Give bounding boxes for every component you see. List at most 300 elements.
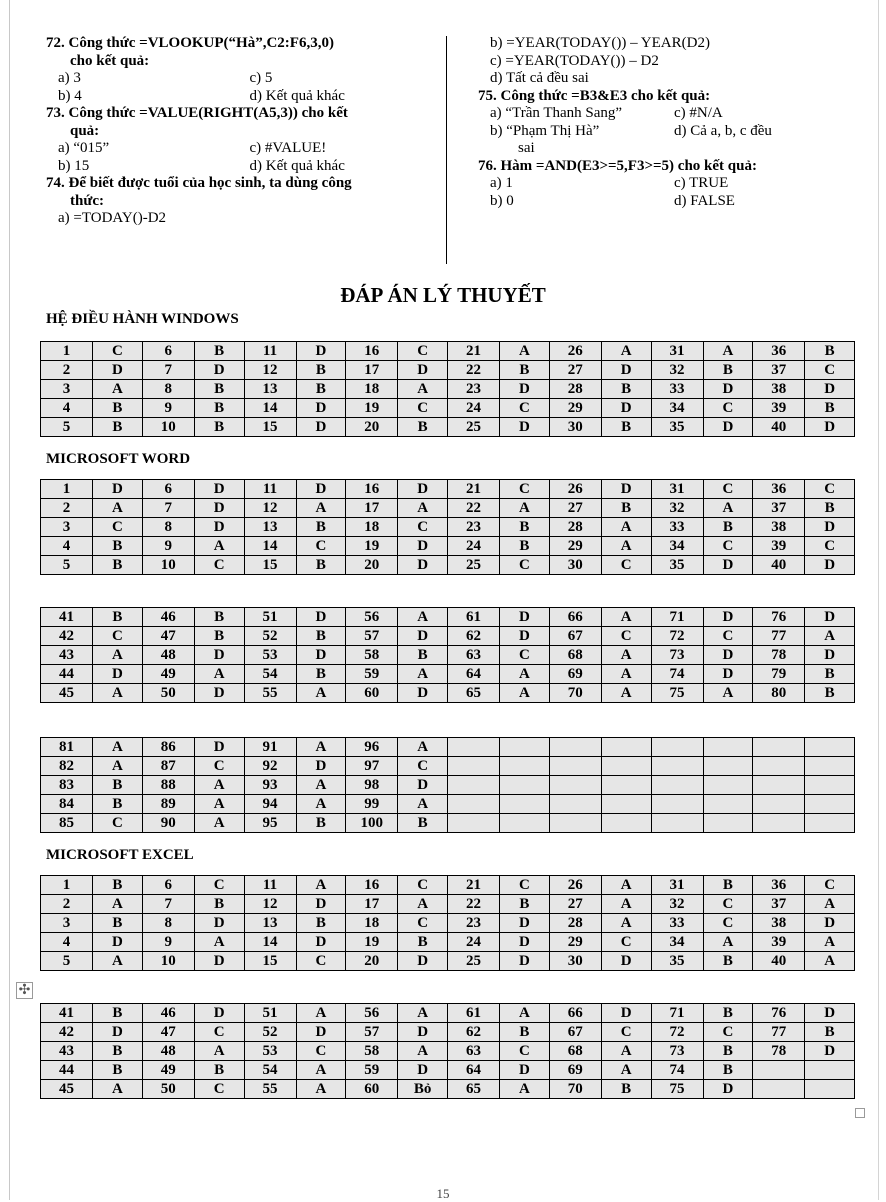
question-number-cell[interactable]: 51 [244, 608, 296, 627]
question-number-cell[interactable] [549, 738, 601, 757]
question-number-cell[interactable]: 20 [346, 418, 398, 437]
answer-cell[interactable]: B [194, 1061, 244, 1080]
answer-cell[interactable]: B [601, 380, 651, 399]
answer-cell[interactable] [703, 738, 753, 757]
question-number-cell[interactable]: 76 [753, 608, 805, 627]
question-number-cell[interactable]: 25 [448, 418, 500, 437]
question-number-cell[interactable]: 49 [142, 665, 194, 684]
answer-cell[interactable]: D [805, 608, 855, 627]
question-number-cell[interactable]: 18 [346, 380, 398, 399]
question-number-cell[interactable]: 11 [244, 342, 296, 361]
answer-cell[interactable]: C [93, 518, 143, 537]
question-number-cell[interactable] [448, 738, 500, 757]
answer-cell[interactable]: A [398, 499, 448, 518]
answer-cell[interactable]: C [93, 342, 143, 361]
question-number-cell[interactable]: 100 [346, 814, 398, 833]
answer-cell[interactable]: B [703, 876, 753, 895]
answer-cell[interactable]: C [296, 1042, 346, 1061]
question-number-cell[interactable]: 9 [142, 933, 194, 952]
answer-cell[interactable]: A [703, 499, 753, 518]
answer-cell[interactable]: A [93, 646, 143, 665]
answer-cell[interactable] [805, 1061, 855, 1080]
question-number-cell[interactable]: 90 [142, 814, 194, 833]
question-number-cell[interactable]: 1 [41, 480, 93, 499]
answer-cell[interactable]: D [398, 1023, 448, 1042]
answer-cell[interactable]: A [805, 627, 855, 646]
answer-cell[interactable]: B [296, 814, 346, 833]
answer-cell[interactable]: D [194, 914, 244, 933]
question-number-cell[interactable] [753, 757, 805, 776]
question-number-cell[interactable]: 82 [41, 757, 93, 776]
answer-cell[interactable]: C [601, 933, 651, 952]
question-number-cell[interactable]: 86 [142, 738, 194, 757]
question-number-cell[interactable]: 43 [41, 646, 93, 665]
question-number-cell[interactable]: 74 [651, 1061, 703, 1080]
question-number-cell[interactable]: 79 [753, 665, 805, 684]
question-number-cell[interactable]: 74 [651, 665, 703, 684]
question-number-cell[interactable]: 59 [346, 665, 398, 684]
answer-cell[interactable]: D [398, 684, 448, 703]
question-number-cell[interactable] [753, 1061, 805, 1080]
answer-cell[interactable]: D [805, 556, 855, 575]
answer-cell[interactable]: C [601, 627, 651, 646]
question-number-cell[interactable]: 33 [651, 518, 703, 537]
answer-cell[interactable]: A [93, 684, 143, 703]
answer-cell[interactable]: B [500, 361, 550, 380]
answer-cell[interactable]: A [703, 933, 753, 952]
answer-cell[interactable]: A [500, 499, 550, 518]
question-number-cell[interactable]: 52 [244, 1023, 296, 1042]
answer-cell[interactable]: B [194, 895, 244, 914]
question-number-cell[interactable] [448, 814, 500, 833]
answer-cell[interactable]: C [296, 952, 346, 971]
question-number-cell[interactable]: 1 [41, 342, 93, 361]
question-number-cell[interactable]: 15 [244, 418, 296, 437]
answer-cell[interactable]: D [703, 665, 753, 684]
question-number-cell[interactable]: 1 [41, 876, 93, 895]
question-number-cell[interactable]: 13 [244, 518, 296, 537]
answer-cell[interactable]: C [398, 518, 448, 537]
question-number-cell[interactable]: 26 [549, 480, 601, 499]
question-number-cell[interactable]: 58 [346, 646, 398, 665]
answer-cell[interactable]: A [601, 342, 651, 361]
answer-cell[interactable]: A [194, 776, 244, 795]
question-number-cell[interactable]: 89 [142, 795, 194, 814]
answer-cell[interactable]: A [296, 1004, 346, 1023]
answer-cell[interactable]: C [500, 556, 550, 575]
question-number-cell[interactable]: 14 [244, 399, 296, 418]
answer-cell[interactable]: C [398, 342, 448, 361]
answer-cell[interactable]: D [296, 1023, 346, 1042]
answer-cell[interactable]: C [194, 556, 244, 575]
answer-cell[interactable] [805, 1080, 855, 1099]
answer-cell[interactable]: D [194, 361, 244, 380]
answer-cell[interactable]: B [296, 627, 346, 646]
question-number-cell[interactable]: 9 [142, 399, 194, 418]
answer-cell[interactable] [500, 757, 550, 776]
answer-cell[interactable]: D [93, 933, 143, 952]
question-number-cell[interactable]: 25 [448, 556, 500, 575]
question-number-cell[interactable]: 28 [549, 914, 601, 933]
question-number-cell[interactable]: 77 [753, 627, 805, 646]
answer-cell[interactable]: D [398, 556, 448, 575]
answer-cell[interactable]: B [296, 914, 346, 933]
question-number-cell[interactable] [753, 814, 805, 833]
answer-cell[interactable]: B [703, 952, 753, 971]
question-number-cell[interactable]: 8 [142, 914, 194, 933]
answer-cell[interactable]: D [703, 608, 753, 627]
question-number-cell[interactable]: 31 [651, 342, 703, 361]
answer-cell[interactable] [500, 814, 550, 833]
answer-cell[interactable]: B [805, 665, 855, 684]
answer-cell[interactable] [703, 814, 753, 833]
question-number-cell[interactable] [651, 757, 703, 776]
answer-cell[interactable]: D [500, 1061, 550, 1080]
answer-cell[interactable]: B [296, 380, 346, 399]
answer-cell[interactable]: C [194, 1080, 244, 1099]
question-number-cell[interactable]: 54 [244, 665, 296, 684]
answer-cell[interactable]: A [398, 795, 448, 814]
answer-cell[interactable]: D [398, 361, 448, 380]
question-number-cell[interactable] [448, 795, 500, 814]
question-number-cell[interactable]: 23 [448, 914, 500, 933]
answer-cell[interactable]: D [601, 361, 651, 380]
answer-cell[interactable]: A [601, 537, 651, 556]
answer-cell[interactable]: A [500, 1004, 550, 1023]
question-number-cell[interactable]: 11 [244, 876, 296, 895]
answer-cell[interactable] [601, 757, 651, 776]
question-number-cell[interactable]: 62 [448, 627, 500, 646]
question-number-cell[interactable]: 33 [651, 380, 703, 399]
answer-cell[interactable]: D [601, 480, 651, 499]
question-number-cell[interactable]: 37 [753, 895, 805, 914]
resize-square-icon[interactable] [855, 1108, 865, 1118]
answer-cell[interactable]: A [398, 1042, 448, 1061]
answer-cell[interactable] [500, 776, 550, 795]
question-number-cell[interactable]: 87 [142, 757, 194, 776]
answer-cell[interactable]: B [93, 537, 143, 556]
answer-cell[interactable]: C [500, 399, 550, 418]
answer-cell[interactable]: C [703, 537, 753, 556]
answer-cell[interactable] [805, 738, 855, 757]
question-number-cell[interactable]: 64 [448, 1061, 500, 1080]
question-number-cell[interactable]: 6 [142, 876, 194, 895]
answer-cell[interactable] [805, 814, 855, 833]
answer-cell[interactable]: A [601, 1061, 651, 1080]
question-number-cell[interactable]: 20 [346, 556, 398, 575]
question-number-cell[interactable]: 8 [142, 380, 194, 399]
question-number-cell[interactable]: 39 [753, 537, 805, 556]
question-number-cell[interactable]: 23 [448, 380, 500, 399]
answer-cell[interactable]: A [500, 684, 550, 703]
question-number-cell[interactable]: 18 [346, 518, 398, 537]
question-number-cell[interactable]: 60 [346, 684, 398, 703]
question-number-cell[interactable]: 16 [346, 876, 398, 895]
question-number-cell[interactable]: 10 [142, 952, 194, 971]
question-number-cell[interactable]: 71 [651, 608, 703, 627]
answer-cell[interactable]: A [296, 876, 346, 895]
answer-cell[interactable]: B [398, 814, 448, 833]
answer-cell[interactable]: B [500, 537, 550, 556]
question-number-cell[interactable]: 44 [41, 665, 93, 684]
answer-cell[interactable]: D [500, 608, 550, 627]
question-number-cell[interactable]: 2 [41, 895, 93, 914]
answer-cell[interactable]: B [296, 518, 346, 537]
question-number-cell[interactable]: 50 [142, 684, 194, 703]
question-number-cell[interactable]: 13 [244, 914, 296, 933]
question-number-cell[interactable]: 27 [549, 499, 601, 518]
question-number-cell[interactable] [753, 1080, 805, 1099]
question-number-cell[interactable]: 36 [753, 480, 805, 499]
answer-cell[interactable]: B [703, 1004, 753, 1023]
answer-cell[interactable]: D [601, 399, 651, 418]
answer-cell[interactable]: A [500, 1080, 550, 1099]
question-number-cell[interactable]: 65 [448, 1080, 500, 1099]
answer-cell[interactable]: B [93, 914, 143, 933]
answer-cell[interactable]: D [805, 518, 855, 537]
answer-cell[interactable]: B [93, 418, 143, 437]
question-number-cell[interactable] [549, 776, 601, 795]
question-number-cell[interactable]: 36 [753, 876, 805, 895]
question-number-cell[interactable]: 41 [41, 608, 93, 627]
question-number-cell[interactable]: 46 [142, 1004, 194, 1023]
question-number-cell[interactable]: 39 [753, 933, 805, 952]
question-number-cell[interactable]: 45 [41, 684, 93, 703]
question-number-cell[interactable]: 33 [651, 914, 703, 933]
answer-cell[interactable]: D [500, 933, 550, 952]
answer-cell[interactable]: C [703, 627, 753, 646]
answer-cell[interactable]: D [601, 952, 651, 971]
question-number-cell[interactable]: 63 [448, 646, 500, 665]
question-number-cell[interactable]: 95 [244, 814, 296, 833]
answer-cell[interactable]: C [601, 556, 651, 575]
answer-cell[interactable]: C [805, 876, 855, 895]
answer-cell[interactable]: C [703, 1023, 753, 1042]
question-number-cell[interactable]: 78 [753, 1042, 805, 1061]
question-number-cell[interactable]: 72 [651, 1023, 703, 1042]
question-number-cell[interactable]: 10 [142, 418, 194, 437]
question-number-cell[interactable]: 38 [753, 380, 805, 399]
answer-cell[interactable]: D [398, 952, 448, 971]
question-number-cell[interactable]: 7 [142, 361, 194, 380]
question-number-cell[interactable]: 12 [244, 499, 296, 518]
question-number-cell[interactable]: 5 [41, 952, 93, 971]
question-number-cell[interactable] [549, 795, 601, 814]
question-number-cell[interactable]: 40 [753, 418, 805, 437]
question-number-cell[interactable] [448, 776, 500, 795]
question-number-cell[interactable]: 68 [549, 646, 601, 665]
answer-cell[interactable]: D [194, 738, 244, 757]
question-number-cell[interactable]: 72 [651, 627, 703, 646]
question-number-cell[interactable]: 83 [41, 776, 93, 795]
question-number-cell[interactable]: 99 [346, 795, 398, 814]
question-number-cell[interactable]: 6 [142, 480, 194, 499]
answer-cell[interactable]: A [601, 608, 651, 627]
question-number-cell[interactable]: 4 [41, 537, 93, 556]
question-number-cell[interactable]: 38 [753, 518, 805, 537]
answer-cell[interactable]: D [805, 380, 855, 399]
question-number-cell[interactable]: 8 [142, 518, 194, 537]
question-number-cell[interactable]: 2 [41, 361, 93, 380]
answer-cell[interactable]: D [194, 499, 244, 518]
answer-cell[interactable]: D [805, 914, 855, 933]
question-number-cell[interactable]: 35 [651, 418, 703, 437]
question-number-cell[interactable]: 53 [244, 646, 296, 665]
question-number-cell[interactable]: 16 [346, 342, 398, 361]
answer-cell[interactable]: A [398, 738, 448, 757]
question-number-cell[interactable]: 25 [448, 952, 500, 971]
question-number-cell[interactable]: 5 [41, 418, 93, 437]
question-number-cell[interactable]: 70 [549, 684, 601, 703]
answer-cell[interactable]: A [93, 757, 143, 776]
answer-cell[interactable]: C [194, 757, 244, 776]
question-number-cell[interactable]: 77 [753, 1023, 805, 1042]
question-number-cell[interactable]: 23 [448, 518, 500, 537]
answer-cell[interactable]: B [703, 1061, 753, 1080]
answer-cell[interactable]: A [194, 933, 244, 952]
answer-cell[interactable]: C [805, 537, 855, 556]
question-number-cell[interactable]: 76 [753, 1004, 805, 1023]
answer-cell[interactable]: A [805, 895, 855, 914]
question-number-cell[interactable]: 62 [448, 1023, 500, 1042]
answer-cell[interactable]: A [194, 1042, 244, 1061]
answer-cell[interactable]: B [93, 776, 143, 795]
answer-cell[interactable]: D [500, 380, 550, 399]
question-number-cell[interactable]: 32 [651, 895, 703, 914]
question-number-cell[interactable]: 31 [651, 876, 703, 895]
answer-cell[interactable]: D [398, 776, 448, 795]
question-number-cell[interactable]: 45 [41, 1080, 93, 1099]
question-number-cell[interactable]: 68 [549, 1042, 601, 1061]
question-number-cell[interactable]: 69 [549, 1061, 601, 1080]
question-number-cell[interactable]: 36 [753, 342, 805, 361]
question-number-cell[interactable]: 24 [448, 933, 500, 952]
answer-cell[interactable]: D [194, 1004, 244, 1023]
answer-cell[interactable] [805, 776, 855, 795]
answer-cell[interactable]: D [93, 480, 143, 499]
answer-cell[interactable]: C [703, 895, 753, 914]
answer-cell[interactable]: B [703, 518, 753, 537]
question-number-cell[interactable]: 21 [448, 876, 500, 895]
answer-cell[interactable]: D [703, 418, 753, 437]
answer-cell[interactable]: D [194, 518, 244, 537]
answer-cell[interactable]: A [296, 776, 346, 795]
question-number-cell[interactable]: 66 [549, 608, 601, 627]
question-number-cell[interactable]: 5 [41, 556, 93, 575]
answer-cell[interactable]: C [500, 876, 550, 895]
answer-cell[interactable]: C [805, 361, 855, 380]
answer-cell[interactable]: D [805, 1042, 855, 1061]
question-number-cell[interactable]: 66 [549, 1004, 601, 1023]
question-number-cell[interactable]: 70 [549, 1080, 601, 1099]
question-number-cell[interactable]: 29 [549, 537, 601, 556]
question-number-cell[interactable]: 63 [448, 1042, 500, 1061]
question-number-cell[interactable] [651, 795, 703, 814]
question-number-cell[interactable]: 67 [549, 627, 601, 646]
answer-cell[interactable]: A [601, 1042, 651, 1061]
question-number-cell[interactable]: 57 [346, 1023, 398, 1042]
answer-cell[interactable]: B [194, 399, 244, 418]
answer-cell[interactable]: A [805, 933, 855, 952]
question-number-cell[interactable]: 81 [41, 738, 93, 757]
question-number-cell[interactable]: 85 [41, 814, 93, 833]
question-number-cell[interactable]: 29 [549, 399, 601, 418]
answer-cell[interactable]: B [194, 380, 244, 399]
answer-cell[interactable]: A [194, 537, 244, 556]
question-number-cell[interactable]: 48 [142, 646, 194, 665]
answer-cell[interactable]: A [194, 814, 244, 833]
answer-cell[interactable]: A [500, 665, 550, 684]
answer-cell[interactable]: C [703, 914, 753, 933]
question-number-cell[interactable]: 49 [142, 1061, 194, 1080]
question-number-cell[interactable]: 10 [142, 556, 194, 575]
question-number-cell[interactable]: 28 [549, 518, 601, 537]
answer-cell[interactable]: A [296, 795, 346, 814]
answer-cell[interactable]: A [93, 738, 143, 757]
answer-cell[interactable]: D [194, 952, 244, 971]
question-number-cell[interactable]: 17 [346, 895, 398, 914]
move-arrows-icon[interactable]: ✣ [16, 982, 33, 999]
answer-cell[interactable]: A [601, 665, 651, 684]
answer-cell[interactable]: D [194, 684, 244, 703]
answer-cell[interactable]: A [500, 342, 550, 361]
question-number-cell[interactable] [549, 814, 601, 833]
answer-cell[interactable]: B [805, 499, 855, 518]
question-number-cell[interactable]: 37 [753, 361, 805, 380]
question-number-cell[interactable]: 30 [549, 418, 601, 437]
question-number-cell[interactable]: 3 [41, 518, 93, 537]
answer-cell[interactable]: C [703, 480, 753, 499]
question-number-cell[interactable]: 97 [346, 757, 398, 776]
answer-cell[interactable]: D [703, 556, 753, 575]
question-number-cell[interactable]: 50 [142, 1080, 194, 1099]
answer-cell[interactable]: D [703, 646, 753, 665]
answer-cell[interactable]: B [93, 795, 143, 814]
answer-cell[interactable]: D [805, 418, 855, 437]
question-number-cell[interactable]: 58 [346, 1042, 398, 1061]
question-number-cell[interactable]: 51 [244, 1004, 296, 1023]
question-number-cell[interactable]: 12 [244, 895, 296, 914]
answer-cell[interactable]: B [703, 1042, 753, 1061]
question-number-cell[interactable]: 43 [41, 1042, 93, 1061]
answer-cell[interactable]: A [601, 646, 651, 665]
question-number-cell[interactable]: 15 [244, 556, 296, 575]
answer-cell[interactable]: D [296, 342, 346, 361]
answer-cell[interactable]: C [93, 627, 143, 646]
answer-cell[interactable]: B [805, 399, 855, 418]
question-number-cell[interactable]: 18 [346, 914, 398, 933]
question-number-cell[interactable]: 20 [346, 952, 398, 971]
question-number-cell[interactable]: 78 [753, 646, 805, 665]
answer-cell[interactable]: B [194, 418, 244, 437]
question-number-cell[interactable]: 98 [346, 776, 398, 795]
answer-cell[interactable]: B [500, 518, 550, 537]
question-number-cell[interactable]: 93 [244, 776, 296, 795]
question-number-cell[interactable]: 34 [651, 399, 703, 418]
question-number-cell[interactable]: 52 [244, 627, 296, 646]
answer-cell[interactable]: B [296, 361, 346, 380]
answer-cell[interactable]: A [93, 1080, 143, 1099]
question-number-cell[interactable]: 31 [651, 480, 703, 499]
question-number-cell[interactable]: 54 [244, 1061, 296, 1080]
answer-cell[interactable]: D [703, 380, 753, 399]
question-number-cell[interactable] [651, 814, 703, 833]
answer-cell[interactable]: B [601, 499, 651, 518]
answer-cell[interactable] [703, 757, 753, 776]
question-number-cell[interactable]: 57 [346, 627, 398, 646]
question-number-cell[interactable]: 17 [346, 361, 398, 380]
answer-cell[interactable]: D [296, 895, 346, 914]
